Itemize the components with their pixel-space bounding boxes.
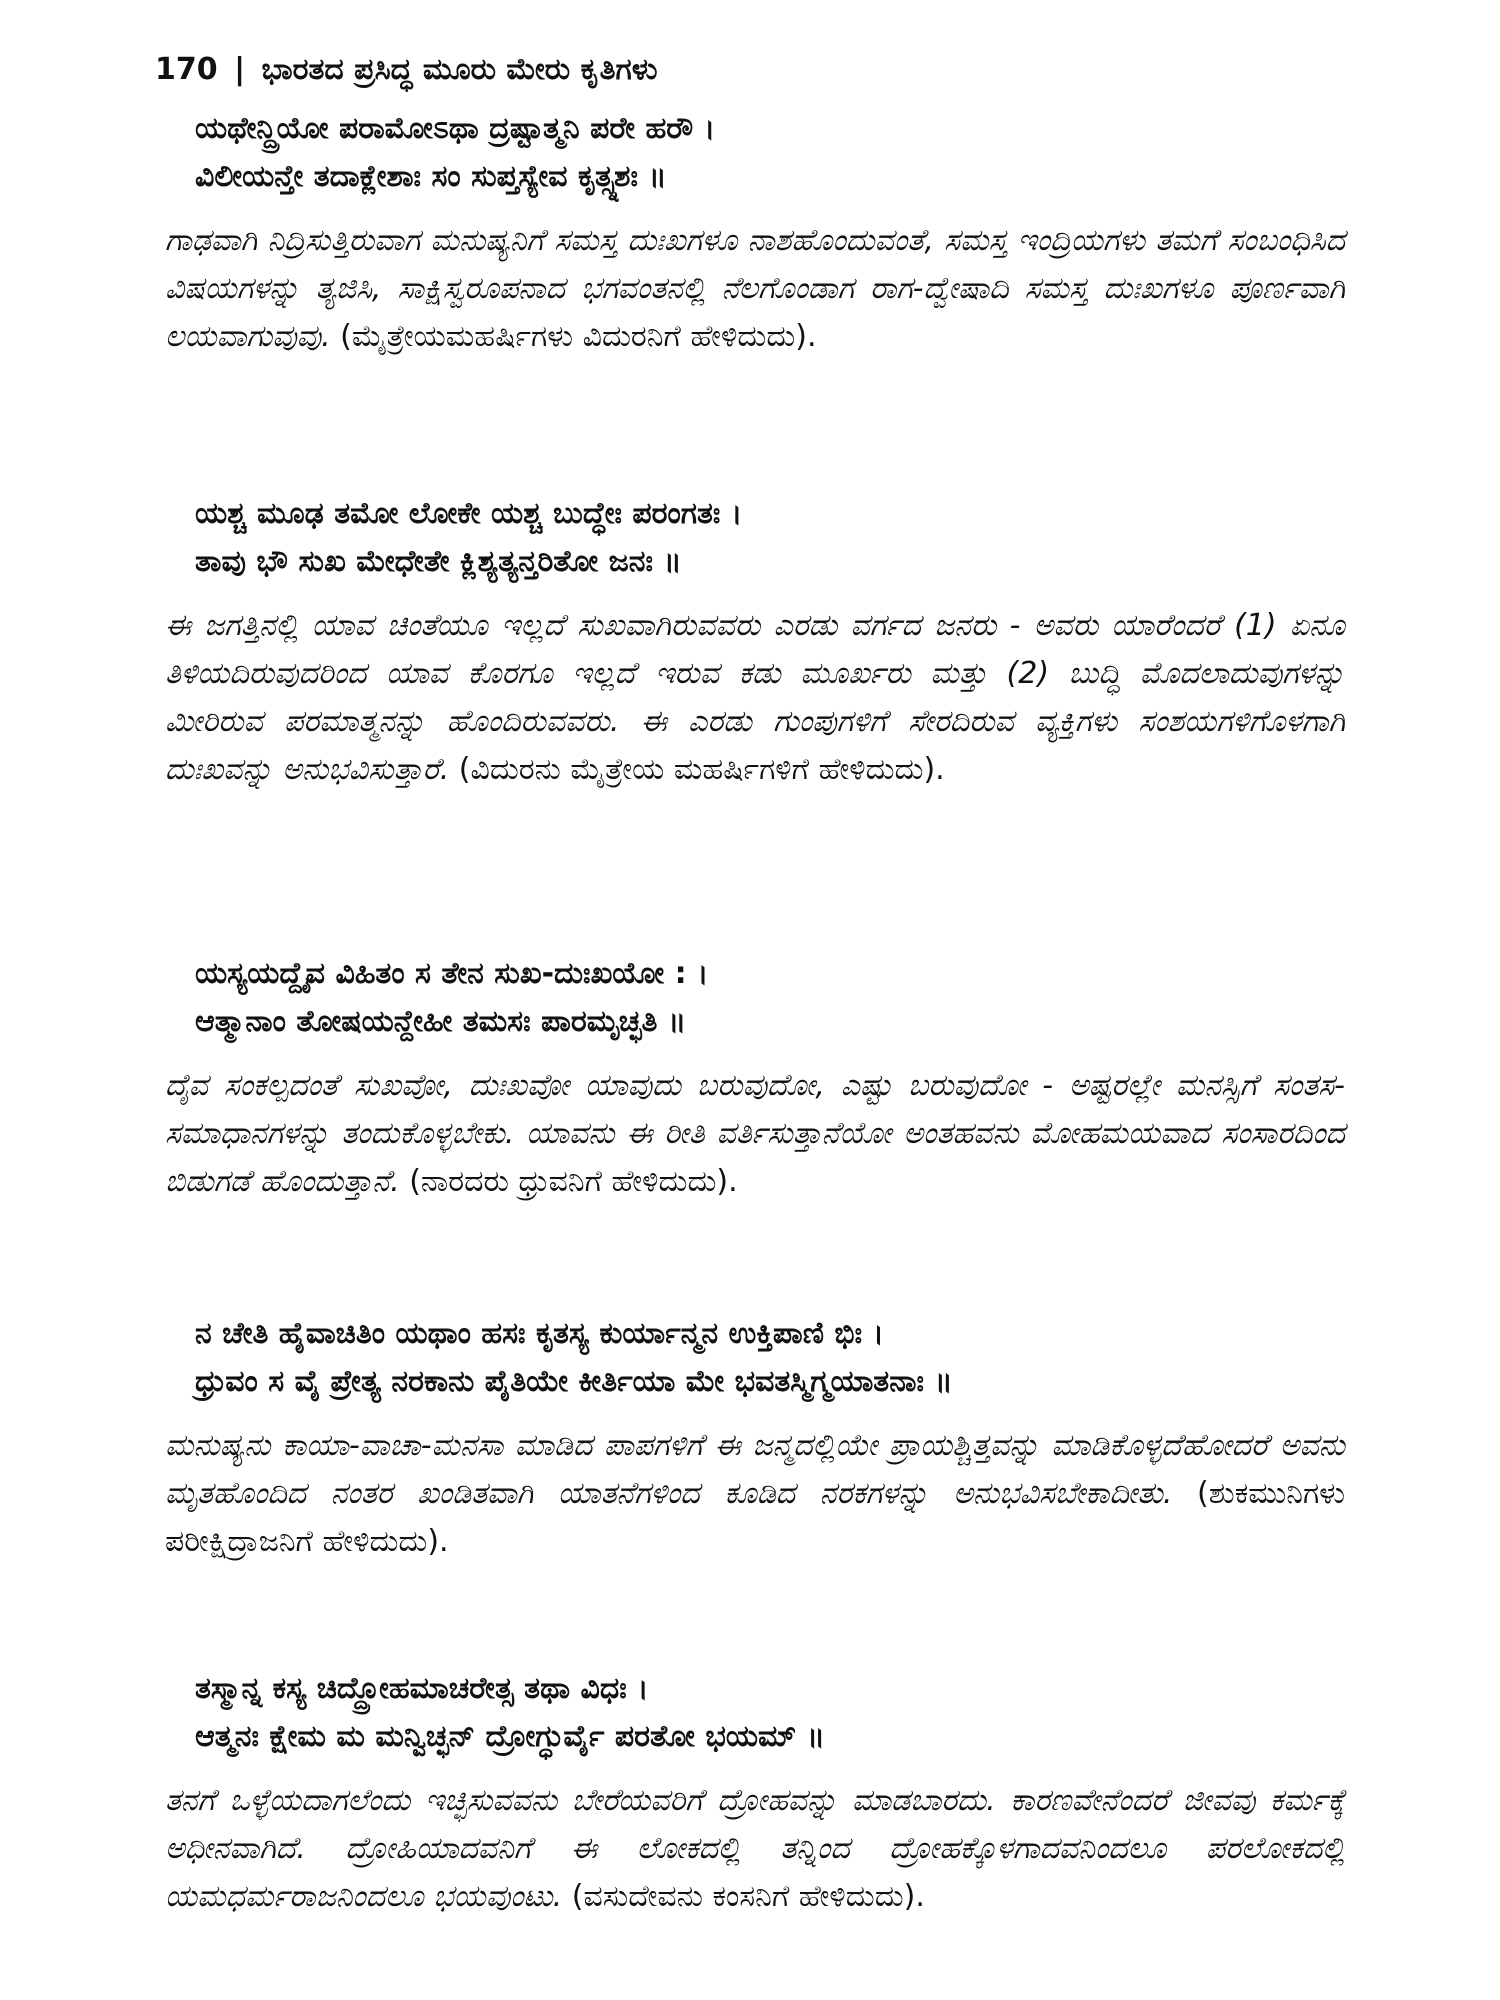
- verse-line: ನ ಚೇತಿ ಹೈವಾಚಿತಿಂ ಯಥಾಂ ಹಸಃ ಕೃತಸ್ಯ ಕುರ್ಯಾನ್ಮನ ಉಕ್ತಿಪಾಣಿ ಭಿಃ ।: [195, 1316, 884, 1351]
- verse-line: ಆತ್ಮನಃ ಕ್ಷೇಮ ಮ ಮನ್ವಿಚ್ಛನ್ ದ್ರೋಗ್ಧುರ್ವೈ ಪರತೋ ಭಯಮ್ ॥: [195, 1719, 825, 1754]
- commentary-attribution: (ಮೈತ್ರೇಯಮಹರ್ಷಿಗಳು ವಿದುರನಿಗೆ ಹೇಳಿದುದು).: [330, 319, 817, 354]
- commentary-paragraph: [165, 1777, 1345, 1921]
- verse-section: [165, 490, 1345, 794]
- commentary-paragraph: [165, 217, 1345, 361]
- verse-line: ವಿಲೀಯನ್ತೇ ತದಾಕ್ಲೇಶಾಃ ಸಂ ಸುಪ್ತಸ್ಯೇವ ಕೃತ್ಸ್ನಶಃ ॥: [195, 159, 667, 194]
- commentary-text: ತನಗೆ ಒಳ್ಳೆಯದಾಗಲೆಂದು ಇಚ್ಛಿಸುವವನು ಬೇರೆಯವರಿಗೆ ದ್ರೋಹವನ್ನು ಮಾಡಬಾರದು. ಕಾರಣವೇನೆಂದರೆ ಜೀವವು ಕರ್ಮಕ್ಕೆ ಅಧೀನವಾಗಿದೆ. ದ್ರೋಹಿಯಾದವನಿಗೆ ಈ ಲೋಕದಲ್ಲಿ ತನ್ನಿಂದ ದ್ರೋಹಕ್ಕೊಳಗಾದವನಿಂದಲೂ ಪರಲೋಕದಲ್ಲಿ ಯಮಧರ್ಮರಾಜನಿಂದಲೂ ಭಯವುಂಟು.: [165, 1783, 1345, 1914]
- commentary-attribution: (ವಿದುರನು ಮೈತ್ರೇಯ ಮಹರ್ಷಿಗಳಿಗೆ ಹೇಳಿದುದು).: [449, 752, 945, 787]
- verse-section: [165, 950, 1345, 1206]
- commentary-text: ದೈವ ಸಂಕಲ್ಪದಂತೆ ಸುಖವೋ, ದುಃಖವೋ ಯಾವುದು ಬರುವುದೋ, ಎಷ್ಟು ಬರುವುದೋ - ಅಷ್ಟರಲ್ಲೇ ಮನಸ್ಸಿಗೆ ಸಂತಸ-ಸಮಾಧಾನಗಳನ್ನು ತಂದುಕೊಳ್ಳಬೇಕು. ಯಾವನು ಈ ರೀತಿ ವರ್ತಿಸುತ್ತಾನೆಯೋ ಅಂತಹವನು ಮೋಹಮಯವಾದ ಸಂಸಾರದಿಂದ ಬಿಡುಗಡೆ ಹೊಂದುತ್ತಾನೆ.: [165, 1068, 1345, 1199]
- verse-section: [165, 105, 1345, 361]
- verse-line: ಯಶ್ಚ ಮೂಢ ತಮೋ ಲೋಕೇ ಯಶ್ಚ ಬುದ್ಧೇಃ ಪರಂಗತಃ ।: [195, 496, 743, 531]
- commentary-attribution: (ಶುಕಮುನಿಗಳು ಪರೀಕ್ಷಿದ್ರಾಜನಿಗೆ ಹೇಳಿದುದು).: [165, 1476, 1346, 1559]
- page-number: 170: [155, 52, 218, 87]
- header-separator: |: [234, 52, 246, 87]
- page-header: [155, 52, 658, 87]
- verse-line: ತಾವು ಭೌ ಸುಖ ಮೇಧೇತೇ ಕ್ಲಿಶ್ಯತ್ಯನ್ತರಿತೋ ಜನಃ ॥: [195, 544, 682, 579]
- verse-line: ತಸ್ಮಾನ್ನ ಕಸ್ಯ ಚಿದ್ದ್ರೋಹಮಾಚರೇತ್ಸ ತಥಾ ವಿಧಃ ।: [195, 1671, 649, 1706]
- commentary-text: ಈ ಜಗತ್ತಿನಲ್ಲಿ ಯಾವ ಚಿಂತೆಯೂ ಇಲ್ಲದೆ ಸುಖವಾಗಿರುವವರು ಎರಡು ವರ್ಗದ ಜನರು - ಅವರು ಯಾರೆಂದರೆ (1) ಏನೂ ತಿಳಿಯದಿರುವುದರಿಂದ ಯಾವ ಕೊರಗೂ ಇಲ್ಲದೆ ಇರುವ ಕಡು ಮೂರ್ಖರು ಮತ್ತು (2) ಬುದ್ಧಿ ಮೊದಲಾದುವುಗಳನ್ನು ಮೀರಿರುವ ಪರಮಾತ್ಮನನ್ನು ಹೊಂದಿರುವವರು. ಈ ಎರಡು ಗುಂಪುಗಳಿಗೆ ಸೇರದಿರುವ ವ್ಯಕ್ತಿಗಳು ಸಂಶಯಗಳಿಗೊಳಗಾಗಿ ದುಃಖವನ್ನು ಅನುಭವಿಸುತ್ತಾರೆ.: [165, 608, 1345, 787]
- verse-line: ಯಥೇನ್ದ್ರಿಯೋ ಪರಾಮೋಽಥಾ ದ್ರಷ್ಟಾತ್ಮನಿ ಪರೇ ಹರೌ ।: [195, 111, 716, 146]
- verse-section: [165, 1665, 1345, 1921]
- commentary-paragraph: [165, 1062, 1345, 1206]
- commentary-attribution: (ವಸುದೇವನು ಕಂಸನಿಗೆ ಹೇಳಿದುದು).: [562, 1879, 925, 1914]
- commentary-paragraph: [165, 602, 1345, 794]
- commentary-attribution: (ನಾರದರು ಧ್ರುವನಿಗೆ ಹೇಳಿದುದು).: [399, 1164, 738, 1199]
- verse-section: [165, 1310, 1345, 1566]
- running-title: ಭಾರತದ ಪ್ರಸಿದ್ಧ ಮೂರು ಮೇರು ಕೃತಿಗಳು: [261, 52, 658, 87]
- verse-line: ಆತ್ಮಾನಾಂ ತೋಷಯನ್ದೇಹೀ ತಮಸಃ ಪಾರಮೃಚ್ಛತಿ ॥: [195, 1004, 687, 1039]
- commentary-paragraph: [165, 1422, 1345, 1566]
- commentary-text: ಮನುಷ್ಯನು ಕಾಯಾ-ವಾಚಾ-ಮನಸಾ ಮಾಡಿದ ಪಾಪಗಳಿಗೆ ಈ ಜನ್ಮದಲ್ಲಿಯೇ ಪ್ರಾಯಶ್ಚಿತ್ತವನ್ನು ಮಾಡಿಕೊಳ್ಳದೆಹೋದರೆ ಅವನು ಮೃತಹೊಂದಿದ ನಂತರ ಖಂಡಿತವಾಗಿ ಯಾತನೆಗಳಿಂದ ಕೂಡಿದ ನರಕಗಳನ್ನು ಅನುಭವಿಸಬೇಕಾದೀತು.: [165, 1428, 1345, 1511]
- commentary-text: ಗಾಢವಾಗಿ ನಿದ್ರಿಸುತ್ತಿರುವಾಗ ಮನುಷ್ಯನಿಗೆ ಸಮಸ್ತ ದುಃಖಗಳೂ ನಾಶಹೊಂದುವಂತೆ, ಸಮಸ್ತ ಇಂದ್ರಿಯಗಳು ತಮಗೆ ಸಂಬಂಧಿಸಿದ ವಿಷಯಗಳನ್ನು ತ್ಯಜಿಸಿ, ಸಾಕ್ಷಿಸ್ವರೂಪನಾದ ಭಗವಂತನಲ್ಲಿ ನೆಲಗೊಂಡಾಗ ರಾಗ-ದ್ವೇಷಾದಿ ಸಮಸ್ತ ದುಃಖಗಳೂ ಪೂರ್ಣವಾಗಿ ಲಯವಾಗುವುವು.: [165, 223, 1345, 354]
- verse-line: ಧ್ರುವಂ ಸ ವೈ ಪ್ರೇತ್ಯ ನರಕಾನು ಪೈತಿಯೇ ಕೀರ್ತಿಯಾ ಮೇ ಭವತಸ್ಮಿಗ್ಮಯಾತನಾಃ ॥: [195, 1364, 953, 1399]
- verse-line: ಯಸ್ಯಯದ್ದೈವ ವಿಹಿತಂ ಸ ತೇನ ಸುಖ-ದುಃಖಯೋ : ।: [195, 956, 709, 991]
